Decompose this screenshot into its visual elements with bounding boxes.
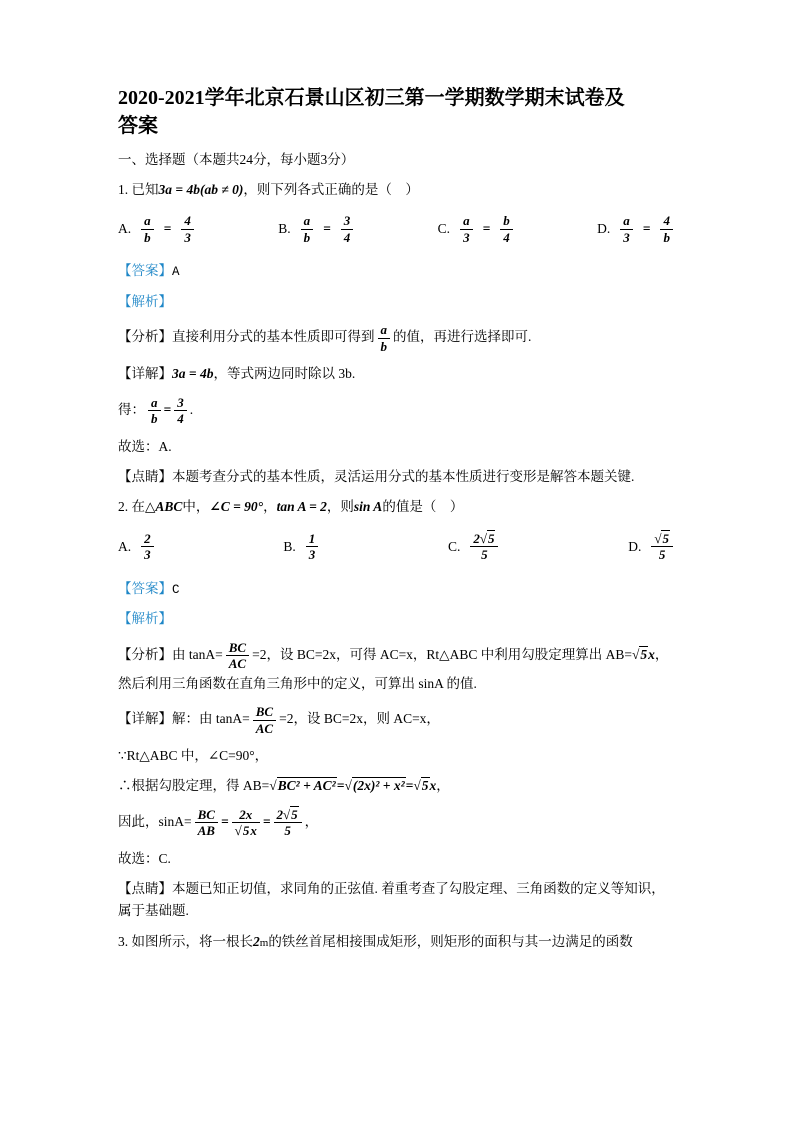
math-run: x: [429, 778, 437, 794]
q3-stem-pre: 3. 如图所示，将一根长: [118, 933, 253, 949]
title-line-2: 答案: [118, 115, 158, 138]
fraction: [341, 213, 354, 245]
radicand: (2x)² + x²: [352, 778, 405, 794]
radicand: 5: [421, 778, 429, 794]
fraction: [500, 213, 513, 245]
text-run: 解：由 tanA=: [172, 711, 250, 727]
text-run: 本题已知正切值，求同角的正弦值. 着重考查了勾股定理、三角函数的定义等知识，属于基础题.: [118, 881, 665, 919]
q2-option-a: [118, 530, 157, 564]
fraction-numerator: 1: [306, 531, 319, 548]
equals-sign: =: [642, 221, 651, 237]
q1-option-b: [278, 212, 356, 246]
square-root: [344, 777, 405, 793]
fraction-denominator: AB: [197, 823, 215, 839]
square-root: [269, 777, 336, 793]
fraction: [378, 322, 391, 354]
fraction-numerator: [651, 531, 673, 548]
text-run: ，然后利用三角函数在直角三角形中的定义，可算出 sinA 的值.: [118, 646, 669, 691]
fraction-numerator: 4: [181, 213, 194, 230]
title-line-1: 2020-2021学年北京石景山区初三第一学期数学期末试卷及: [118, 87, 625, 109]
fraction-denominator: 4: [503, 229, 510, 245]
q2-answer-line: [118, 578, 676, 601]
q1-stem-pre: 1. 已知: [118, 182, 159, 198]
fraction: [301, 213, 314, 245]
text-run: .: [189, 401, 194, 417]
fraction-numerator: 2: [141, 531, 154, 548]
equals-sign: =: [163, 401, 172, 417]
q2-keypoint-line: [118, 878, 676, 923]
q1-stem-math: 3a = 4b(ab ≠ 0): [158, 182, 244, 198]
q3-stem-post: 的铁丝首尾相接围成矩形，则矩形的面积与其一边满足的函数: [268, 933, 633, 949]
fraction: [460, 213, 473, 245]
fraction-numerator: 3: [341, 213, 354, 230]
fraction-numerator: a: [141, 213, 154, 230]
fraction: [141, 213, 154, 245]
option-label: D.: [597, 221, 611, 237]
radicand: BC² + AC²: [277, 778, 336, 794]
square-root: [235, 822, 251, 838]
option-label: A.: [118, 221, 132, 237]
q2-conclusion-line: [118, 806, 676, 840]
q1-keypoint-line: [118, 466, 676, 488]
fraction-denominator: b: [663, 229, 670, 245]
fraction: [148, 395, 161, 427]
option-label: C.: [437, 221, 451, 237]
option-label: B.: [278, 221, 291, 237]
math-run: x: [648, 646, 655, 662]
q2-analysis-header: [118, 608, 676, 630]
q2-detail-line: [118, 703, 676, 737]
fraction-denominator: 3: [308, 547, 316, 563]
fraction-denominator: 5: [284, 823, 291, 839]
equals-sign: =: [220, 813, 229, 829]
fraction-denominator: b: [144, 229, 151, 245]
unit-label: m: [259, 936, 269, 949]
fraction: [651, 531, 673, 563]
math-run: ∠C = 90°: [209, 499, 264, 515]
fraction: [274, 807, 302, 839]
text-run: 本题考查分式的基本性质，灵活运用分式的基本性质进行变形是解答本题关键.: [172, 469, 635, 485]
q2-option-d: [628, 530, 676, 564]
q1-options-row: [118, 209, 676, 249]
math-run: 3a = 4b: [172, 366, 214, 382]
document-title: [118, 84, 676, 141]
fraction-numerator: BC: [253, 704, 276, 721]
fraction-denominator: b: [303, 229, 311, 245]
text-run: 的值是（ ）: [382, 499, 464, 515]
radicand: 5: [291, 806, 298, 822]
q1-option-d: [597, 212, 676, 246]
text-run: ，则: [326, 499, 354, 515]
coefficient: 2: [473, 530, 480, 546]
text-run: ，: [263, 499, 277, 515]
q1-answer-value: A: [172, 265, 180, 280]
analysis-header-label: 【解析】: [118, 293, 172, 309]
q1-choice-line: 故选：A.: [118, 438, 172, 454]
fraction-numerator: a: [148, 395, 161, 412]
text-run: 中，: [182, 499, 210, 515]
q1-detail-line: [118, 363, 676, 385]
text-run: 因此，sinA=: [118, 813, 192, 829]
equals-sign: =: [262, 813, 271, 829]
q2-analysis-line: [118, 639, 676, 695]
math-run: sin A: [353, 499, 383, 515]
text-run: =2，设 BC=2x，可得 AC=x，Rt△ABC 中利用勾股定理算出 AB=: [252, 646, 632, 662]
text-run: ，等式两边同时除以 3b.: [213, 366, 356, 382]
fraction-numerator: BC: [226, 640, 249, 657]
q1-analysis-header: [118, 291, 676, 313]
q1-option-c: [438, 212, 516, 246]
q2-therefore-line: [118, 775, 676, 797]
fraction-denominator: 3: [463, 229, 470, 245]
fraction-denominator: 3: [184, 229, 191, 245]
q2-option-c: [448, 530, 502, 564]
fraction: [141, 531, 154, 563]
radicand: 5: [640, 646, 648, 662]
equals-sign: =: [336, 778, 345, 794]
fraction-denominator: b: [151, 411, 158, 427]
text-run: 得：: [118, 401, 145, 417]
radicand: 5: [662, 530, 669, 546]
text-run: 的值，再进行选择即可.: [393, 329, 532, 345]
q2-answer-value: C: [172, 582, 180, 597]
fraction: [306, 531, 319, 563]
math-run: tan A = 2: [276, 499, 327, 515]
q1-stem-post: ，则下列各式正确的是（ ）: [243, 182, 419, 198]
text-run: ，: [304, 813, 319, 829]
fraction: [470, 531, 498, 563]
fraction: [232, 807, 260, 839]
q1-analysis-line: [118, 321, 676, 355]
fraction-denominator: AC: [255, 720, 274, 736]
fraction-numerator: [470, 531, 498, 548]
math-run: 2: [253, 933, 260, 949]
option-label: A.: [118, 538, 132, 554]
fraction: [174, 395, 187, 427]
option-label: B.: [283, 538, 296, 554]
radicand: 5: [487, 530, 495, 546]
math-run: x: [250, 823, 257, 839]
fraction-numerator: 4: [660, 213, 673, 230]
fraction-denominator: [232, 823, 260, 839]
analysis-header-label: 【解析】: [118, 611, 172, 627]
square-root: [654, 530, 670, 546]
text-run: =2，设 BC=2x，则 AC=x，: [279, 711, 440, 727]
square-root: [413, 777, 429, 793]
square-root: [283, 806, 299, 822]
q2-stem: [118, 496, 676, 518]
keypoint-label: 【点睛】: [118, 469, 172, 485]
text-run: ∴根据勾股定理，得 AB=: [118, 778, 270, 794]
q1-option-a: [118, 212, 197, 246]
fraction-denominator: 4: [343, 229, 351, 245]
fraction-denominator: 3: [144, 547, 151, 563]
fraction-numerator: BC: [195, 807, 218, 824]
option-label: D.: [628, 538, 642, 554]
radicand: 5: [242, 823, 250, 839]
q2-choice-line: 故选：C.: [118, 850, 171, 866]
fraction-denominator: b: [380, 338, 387, 354]
equals-sign: =: [482, 221, 491, 237]
coefficient: 2: [276, 806, 284, 822]
fraction-denominator: 5: [481, 547, 488, 563]
q1-stem: [118, 179, 676, 201]
option-label: C.: [447, 538, 461, 554]
fraction: [660, 213, 673, 245]
fraction-numerator: [274, 807, 302, 824]
q3-stem: [118, 931, 676, 953]
fraction: [620, 213, 633, 245]
analysis-label: 【分析】: [118, 329, 172, 345]
fraction-numerator: a: [378, 322, 391, 339]
fraction: [253, 704, 276, 736]
q2-option-b: [283, 530, 321, 564]
fraction-numerator: 2x: [232, 807, 260, 824]
section-choice-header: 一、选择题（本题共24分，每小题3分）: [118, 151, 355, 167]
square-root: [480, 530, 496, 546]
text-run: ，: [436, 778, 450, 794]
fraction: [195, 807, 218, 839]
equals-sign: =: [405, 778, 414, 794]
answer-label: 【答案】: [118, 580, 172, 596]
equals-sign: =: [323, 221, 331, 237]
analysis-label: 【分析】: [118, 646, 172, 662]
text-run: 由 tanA=: [172, 646, 223, 662]
fraction-numerator: b: [500, 213, 513, 230]
fraction-numerator: a: [460, 213, 473, 230]
detail-label: 【详解】: [118, 711, 172, 727]
q2-stem-pre: 2. 在: [118, 499, 145, 515]
detail-label: 【详解】: [118, 366, 172, 382]
fraction: [181, 213, 194, 245]
text-run: 直接利用分式的基本性质即可得到: [172, 329, 375, 345]
fraction-denominator: 5: [658, 547, 666, 563]
fraction-denominator: 4: [177, 411, 184, 427]
q2-because-line: ∵Rt△ABC 中，∠C=90°，: [118, 748, 269, 764]
q1-answer-line: [118, 260, 676, 283]
answer-label: 【答案】: [118, 263, 172, 279]
fraction-numerator: a: [620, 213, 633, 230]
fraction-denominator: 3: [623, 229, 630, 245]
keypoint-label: 【点睛】: [118, 881, 172, 897]
fraction-numerator: a: [301, 213, 314, 230]
square-root: [632, 646, 648, 662]
math-run: △ABC: [145, 499, 183, 515]
fraction-numerator: 3: [174, 395, 187, 412]
equals-sign: =: [163, 221, 172, 237]
q2-options-row: [118, 527, 676, 567]
fraction: [226, 640, 249, 672]
fraction-denominator: AC: [228, 656, 247, 672]
q1-result-line: [118, 394, 676, 428]
